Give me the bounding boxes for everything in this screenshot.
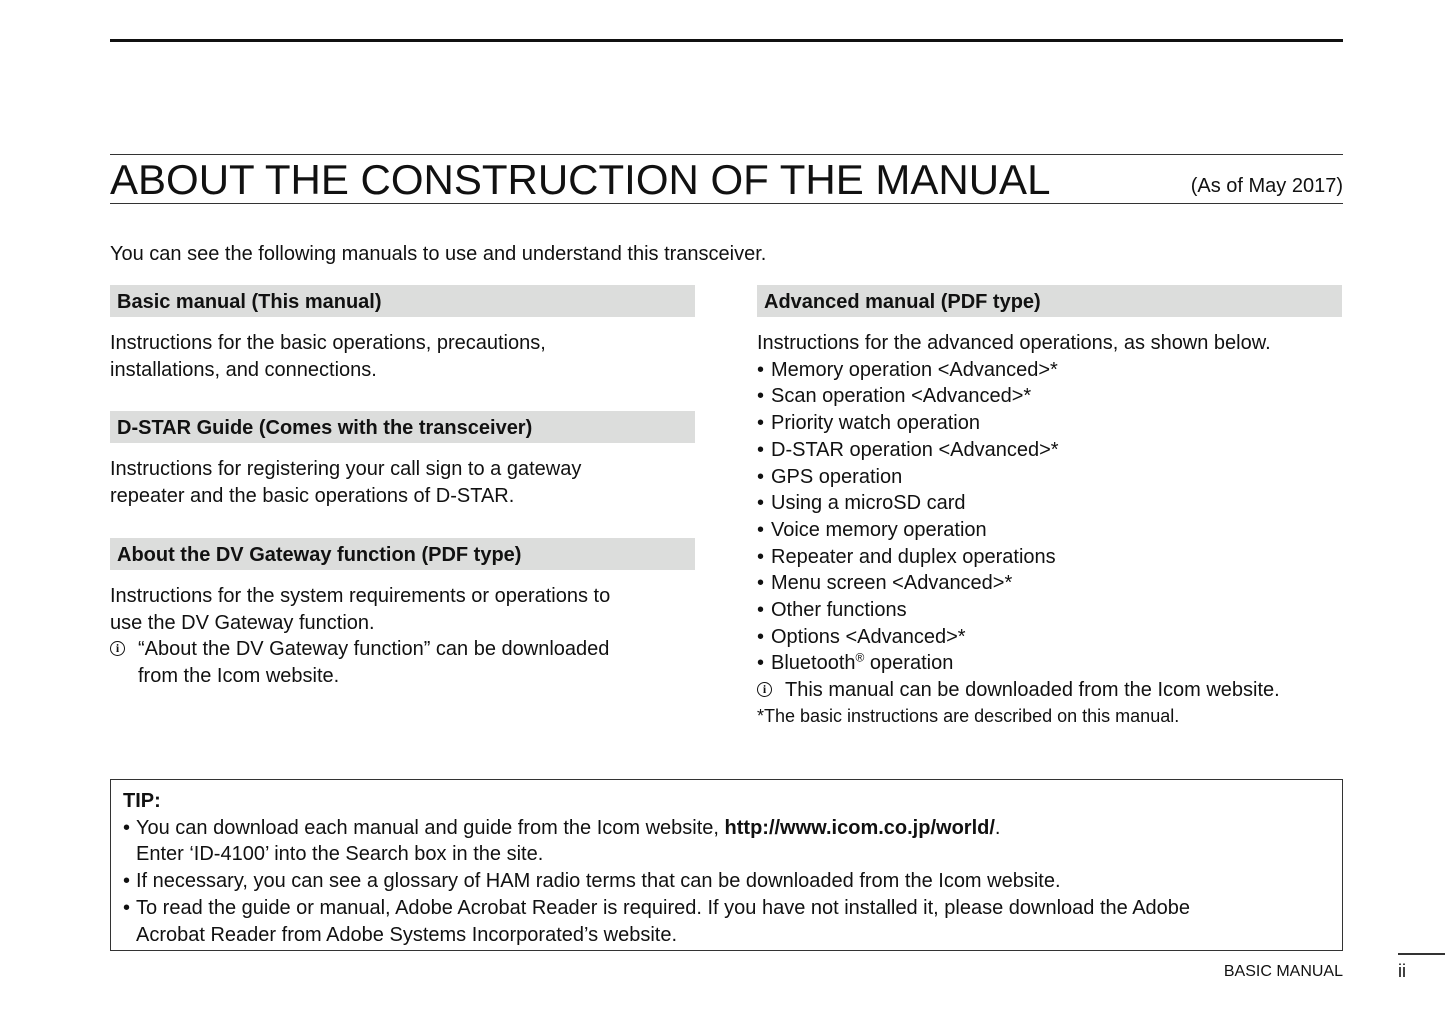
note-line: This manual can be downloaded from the Icom website. — [785, 679, 1280, 702]
section-body — [757, 330, 1342, 728]
list-item: • Memory operation <Advanced>* — [757, 357, 1342, 384]
section-body — [110, 583, 695, 690]
list-item: • GPS operation — [757, 464, 1342, 491]
tip-text: Enter ‘ID-4100’ into the Search box in the site. — [136, 843, 544, 866]
body-line: Instructions for the basic operations, precautions, — [110, 332, 546, 354]
info-icon: i — [110, 641, 125, 656]
tip-text: Acrobat Reader from Adobe Systems Incorporated’s website. — [136, 923, 678, 946]
section-body — [110, 456, 695, 509]
registered-mark: ® — [855, 650, 865, 665]
tip-item: • If necessary, you can see a glossary of HAM radio terms that can be downloaded from the Icom website. — [123, 868, 1330, 895]
body-line: installations, and connections. — [110, 358, 377, 381]
list-item — [757, 650, 1342, 677]
intro-text: You can see the following manuals to use and understand this transceiver. — [110, 243, 767, 265]
as-of-date: (As of May 2017) — [1190, 175, 1343, 197]
page-title-block — [110, 154, 1343, 204]
tip-title: TIP: — [123, 790, 161, 812]
tip-item — [123, 815, 1330, 868]
right-column — [757, 285, 1342, 728]
tip-box — [110, 779, 1343, 951]
list-item: • Scan operation <Advanced>* — [757, 383, 1342, 410]
body-line: Instructions for registering your call sign to a gateway — [110, 458, 582, 481]
list-item: • D-STAR operation <Advanced>* — [757, 437, 1342, 464]
list-item: • Voice memory operation — [757, 517, 1342, 544]
page-title: ABOUT THE CONSTRUCTION OF THE MANUAL — [110, 156, 1051, 203]
page-number-rule — [1398, 953, 1445, 955]
list-item: • Other functions — [757, 597, 1342, 624]
section-dv-gateway — [110, 538, 695, 690]
icom-website-link[interactable]: http://www.icom.co.jp/world/ — [724, 816, 995, 839]
info-icon: i — [757, 682, 772, 697]
section-heading: Basic manual (This manual) — [110, 285, 695, 317]
list-item: • Options <Advanced>* — [757, 624, 1342, 651]
tip-item — [123, 895, 1330, 948]
footer-label: BASIC MANUAL — [1223, 963, 1343, 980]
tip-text: You can download each manual and guide from the Icom website, — [136, 816, 725, 839]
tip-text: To read the guide or manual, Adobe Acrobat Reader is required. If you have not installed it, please download the Adobe — [136, 896, 1191, 919]
section-heading: Advanced manual (PDF type) — [757, 285, 1342, 317]
section-body — [110, 330, 695, 383]
page-number: ii — [1398, 961, 1406, 981]
top-rule — [110, 39, 1343, 42]
advanced-topics-list — [757, 357, 1342, 677]
download-note — [757, 677, 1342, 704]
section-dstar-guide — [110, 411, 695, 509]
tip-list — [123, 815, 1330, 949]
tip-text: . — [994, 816, 1001, 839]
section-heading: D-STAR Guide (Comes with the transceiver) — [110, 411, 695, 443]
note-line: “About the DV Gateway function” can be downloaded — [138, 638, 610, 661]
section-heading: About the DV Gateway function (PDF type) — [110, 538, 695, 570]
footnote: *The basic instructions are described on this manual. — [757, 705, 1180, 726]
list-item: • Repeater and duplex operations — [757, 544, 1342, 571]
body-line: Instructions for the advanced operations, as shown below. — [757, 332, 1271, 354]
bluetooth-label: Bluetooth — [771, 652, 856, 675]
list-item: • Using a microSD card — [757, 490, 1342, 517]
list-item: • Priority watch operation — [757, 410, 1342, 437]
download-note — [110, 636, 695, 689]
bluetooth-suffix: operation — [864, 652, 954, 675]
body-line: use the DV Gateway function. — [110, 611, 375, 634]
body-line: Instructions for the system requirements or operations to — [110, 584, 611, 607]
body-line: repeater and the basic operations of D-STAR. — [110, 485, 515, 508]
note-line: from the Icom website. — [138, 664, 340, 687]
section-advanced-manual — [757, 285, 1342, 728]
list-item: • Menu screen <Advanced>* — [757, 570, 1342, 597]
section-basic-manual — [110, 285, 695, 383]
left-column — [110, 285, 695, 690]
